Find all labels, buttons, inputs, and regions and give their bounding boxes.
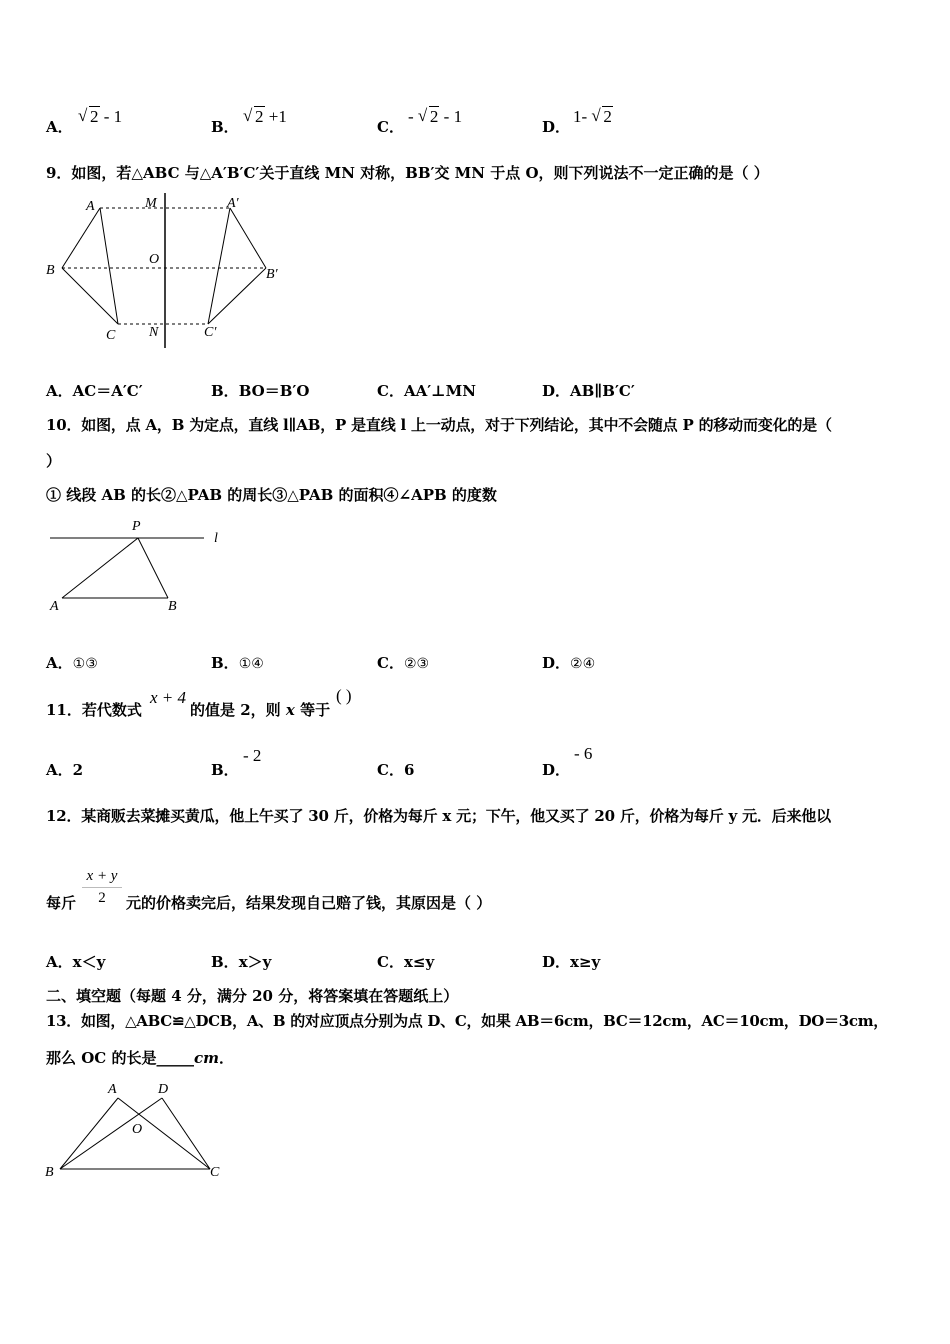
- q13-figure: [40, 1078, 240, 1184]
- sqrt-symbol: √ 2: [591, 106, 612, 126]
- q12-d-text: x≥y: [570, 953, 601, 971]
- q8-option-c-letter: C．: [377, 118, 404, 136]
- q8-option-a-math: [78, 107, 122, 127]
- q9-stem: 9．如图，若△ABC 与△A′B′C′关于直线 MN 对称，BB′交 MN 于点 O，则下列说法不一定正确的是（ ）: [46, 164, 769, 182]
- q10-c-text: ②③: [403, 656, 430, 672]
- q12-a-letter: A．: [46, 953, 73, 971]
- q9-option-b: [211, 380, 309, 401]
- sqrt-symbol: √ 2: [243, 106, 264, 126]
- q12-option-b: [211, 951, 271, 972]
- q10-c-letter: C．: [377, 654, 404, 672]
- q9-d-letter: D．: [542, 382, 571, 400]
- q9-a-text: AC＝A′C′: [72, 382, 143, 400]
- q9-label-n: N: [149, 325, 159, 340]
- q12-suffix: 元的价格卖完后，结果发现自己赔了钱，其原因是（ ）: [126, 894, 492, 912]
- q12-prefix: 每斤: [46, 894, 77, 912]
- q12-b-letter: B．: [211, 953, 239, 971]
- q8-option-d-math: [573, 107, 613, 127]
- q12-fraction-denominator: 2: [98, 890, 106, 906]
- q9-label-c: C: [106, 328, 116, 343]
- q11-option-d-letter: D．: [542, 761, 571, 779]
- q10-d-text: ②④: [570, 656, 596, 672]
- q11-a-text: 2: [72, 761, 84, 779]
- q10-b-letter: B．: [211, 654, 239, 672]
- q8-option-a-letter: A．: [46, 118, 73, 136]
- q9-ac-line: [100, 208, 118, 324]
- q10-figure: [40, 512, 240, 622]
- q9-label-o: O: [149, 252, 160, 267]
- q11-option-d-value: - 6: [574, 744, 593, 763]
- q10-label-a: A: [50, 599, 59, 614]
- q9-figure: [40, 190, 300, 350]
- q10-b-text: ①④: [238, 656, 264, 672]
- q12-option-d: [542, 951, 600, 972]
- q9-c-letter: C．: [377, 382, 404, 400]
- q13-db-line: [60, 1098, 162, 1169]
- q12-b-text: x＞y: [238, 953, 272, 971]
- q10-statements: ① 线段 AB 的长②△PAB 的周长③△PAB 的面积④∠APB 的度数: [46, 486, 497, 504]
- q13-unit: cm: [193, 1049, 219, 1067]
- q11-suffix: 等于: [300, 701, 331, 719]
- q8-c-radicand: 2: [429, 107, 439, 126]
- q8-option-c-math: [408, 107, 462, 127]
- q9-d-text: AB∥B′C′: [570, 382, 635, 400]
- q8-b-radicand: 2: [255, 107, 264, 126]
- q10-pb-line: [138, 538, 168, 598]
- q13-label-o: O: [132, 1122, 143, 1137]
- q9-ab-line: [62, 208, 100, 268]
- q9-bc-line: [62, 268, 118, 324]
- q10-option-d: [542, 652, 595, 673]
- q13-label-a: A: [108, 1082, 117, 1097]
- q10-option-b: [211, 652, 264, 673]
- q12-option-c: [377, 951, 434, 972]
- q9-label-b2: B′: [266, 267, 278, 282]
- q13-end: ．: [218, 1049, 234, 1067]
- q10-option-c: [377, 652, 429, 673]
- q11-expr-text: x + 4: [150, 688, 187, 707]
- section2-heading: 二、填空题（每题 4 分，满分 20 分，将答案填在答题纸上）: [46, 987, 459, 1005]
- q13-answer-blank[interactable]: _____: [156, 1049, 194, 1067]
- q9-option-a: [46, 380, 143, 401]
- q8-d-pre: 1-: [573, 107, 592, 126]
- q10-option-a: [46, 652, 98, 673]
- q9-option-c: [377, 380, 476, 401]
- q10-a-text: ①③: [72, 656, 98, 672]
- q11-expression: [150, 688, 186, 708]
- q13-stem-prefix: 那么 OC 的长是: [46, 1049, 157, 1067]
- sqrt-symbol: √ 2: [78, 106, 99, 126]
- q11-c-text: 6: [403, 761, 415, 779]
- q9-label-a: A: [86, 199, 95, 214]
- q13-dc-line: [162, 1098, 210, 1169]
- q13-label-d: D: [158, 1082, 169, 1097]
- q8-b-post: +1: [264, 107, 287, 126]
- q11-answer-paren: ( ): [336, 686, 352, 705]
- q12-a-text: x＜y: [72, 953, 106, 971]
- q8-option-b-letter: B．: [211, 118, 239, 136]
- q8-option-d-letter: D．: [542, 118, 571, 136]
- q11-variable: x: [285, 701, 295, 719]
- q9-a-letter: A．: [46, 382, 73, 400]
- q12-fraction: [82, 868, 122, 907]
- q12-option-a: [46, 951, 105, 972]
- q9-a2b2-line: [230, 208, 266, 268]
- q11-option-b-letter: B．: [211, 761, 239, 779]
- q11-option-b-value: - 2: [243, 746, 262, 765]
- q11-prefix: 11．若代数式: [46, 701, 142, 719]
- q10-stem-line2: ）: [46, 452, 62, 470]
- sqrt-symbol: √ 2: [417, 106, 439, 126]
- q13-ab-line: [60, 1098, 118, 1169]
- q9-label-a2: A′: [227, 196, 239, 211]
- q12-d-letter: D．: [542, 953, 571, 971]
- q10-a-letter: A．: [46, 654, 73, 672]
- q12-fraction-numerator: x + y: [82, 868, 122, 888]
- q11-mid-text: 的值是 2，则: [190, 701, 281, 719]
- q12-c-letter: C．: [377, 953, 404, 971]
- q11-stem-mid: [190, 699, 330, 720]
- q9-option-d: [542, 380, 635, 401]
- q11-c-letter: C．: [377, 761, 404, 779]
- q9-c-text: AA′⊥MN: [403, 382, 476, 400]
- q11-a-letter: A．: [46, 761, 73, 779]
- q13-stem-line2: [46, 1047, 234, 1068]
- q10-label-l: l: [214, 531, 218, 546]
- q8-c-pre: -: [408, 107, 418, 126]
- q10-d-letter: D．: [542, 654, 571, 672]
- q8-a-post: - 1: [99, 107, 123, 126]
- q8-a-radicand: 2: [90, 107, 99, 126]
- q9-b-text: BO＝B′O: [238, 382, 310, 400]
- q8-option-b-math: [243, 107, 287, 127]
- q10-stem-line1: 10．如图，点 A，B 为定点，直线 l∥AB，P 是直线 l 上一动点，对于下列结论，其中不会随点 P 的移动而变化的是（: [46, 416, 832, 434]
- q9-label-c2: C′: [204, 325, 217, 340]
- q9-b-letter: B．: [211, 382, 239, 400]
- q13-label-c: C: [210, 1165, 220, 1180]
- q12-c-text: x≤y: [403, 953, 435, 971]
- q9-label-b: B: [46, 263, 55, 278]
- q8-c-post: - 1: [439, 107, 463, 126]
- q13-label-b: B: [45, 1165, 54, 1180]
- q8-d-radicand: 2: [603, 107, 612, 126]
- q12-stem: 12．某商贩去菜摊买黄瓜，他上午买了 30 斤，价格为每斤 x 元；下午，他又买了 20 斤，价格为每斤 y 元．后来他以: [46, 807, 831, 825]
- q10-pa-line: [62, 538, 138, 598]
- q11-option-a: [46, 759, 83, 780]
- q10-label-b: B: [168, 599, 177, 614]
- q11-option-c: [377, 759, 414, 780]
- q9-label-m: M: [145, 196, 157, 211]
- q10-label-p: P: [132, 519, 141, 534]
- q13-stem-line1: 13．如图，△ABC≌△DCB，A、B 的对应顶点分别为点 D、C，如果 AB＝6cm，BC＝12cm，AC＝10cm，DO＝3cm，: [46, 1012, 889, 1030]
